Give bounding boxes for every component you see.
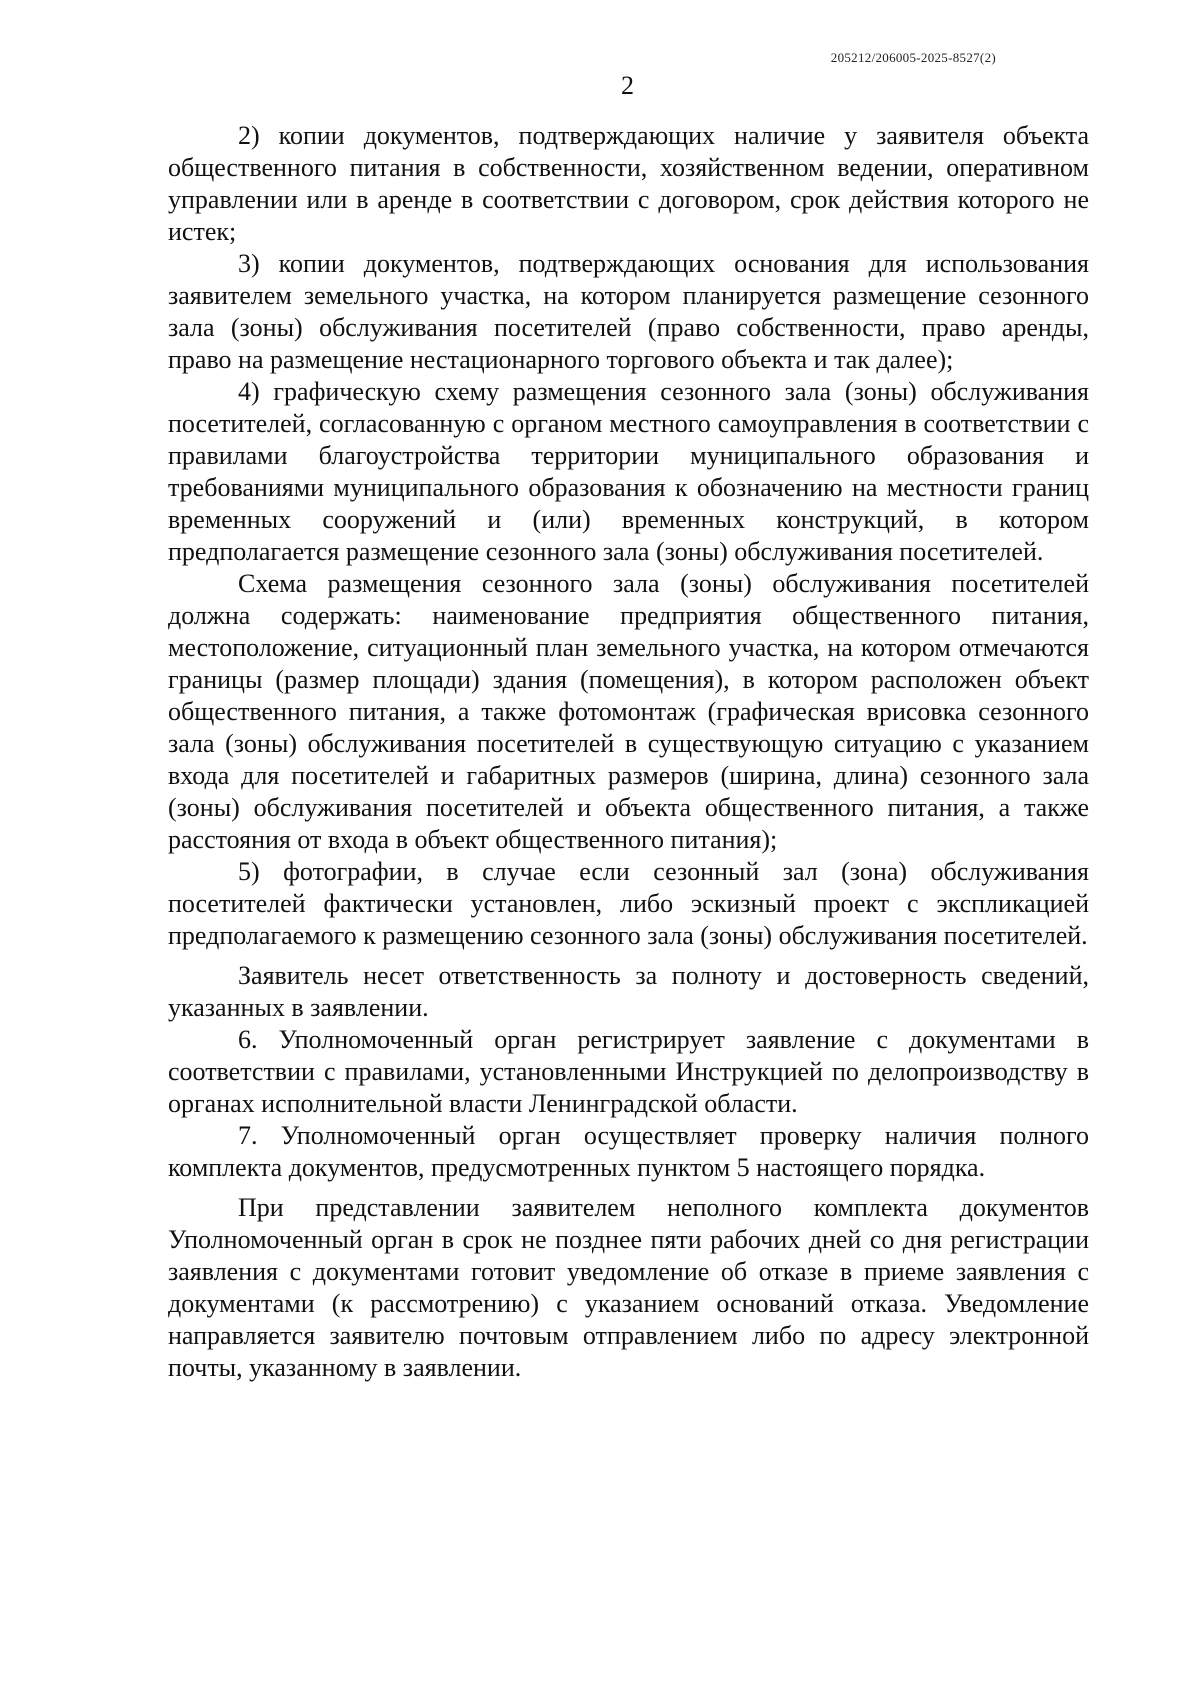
document-body: [168, 120, 1089, 1384]
paragraph-item-4-placement-scheme: 4) графическую схему размещения сезонного зала (зоны) обслуживания посетителей, согласованную с органом местного самоуправления в соответствии с правилами благоустройства территории муниципального образования и требованиями муниципального образования к обозначению на местности границ временных сооружений и (или) временных конструкций, в котором предполагается размещение сезонного зала (зоны) обслуживания посетителей.: [168, 377, 1089, 566]
page-number: 2: [621, 71, 634, 100]
paragraph-section-7-verification: 7. Уполномоченный орган осуществляет проверку наличия полного комплекта документов, предусмотренных пунктом 5 настоящего порядка.: [168, 1121, 1089, 1182]
paragraph-item-5-photographs: 5) фотографии, в случае если сезонный зал (зона) обслуживания посетителей фактически установлен, либо эскизный проект с экспликацией предполагаемого к размещению сезонного зала (зоны) обслуживания посетителей.: [168, 857, 1089, 950]
paragraph-item-3-land-use-documents: 3) копии документов, подтверждающих основания для использования заявителем земельного участка, на котором планируется размещение сезонного зала (зоны) обслуживания посетителей (право собственности, право аренды, право на размещение нестационарного торгового объекта и так далее);: [168, 249, 1089, 374]
paragraph-item-2-ownership-documents: 2) копии документов, подтверждающих наличие у заявителя объекта общественного питания в собственности, хозяйственном ведении, оперативном управлении или в аренде в соответствии с договором, срок действия которого не истек;: [168, 121, 1089, 246]
paragraph-section-6-registration: 6. Уполномоченный орган регистрирует заявление с документами в соответствии с правилами, установленными Инструкцией по делопроизводству в органах исполнительной власти Ленинградской области.: [168, 1025, 1089, 1118]
document-registration-number: 205212/206005-2025-8527(2): [830, 50, 996, 65]
paragraph-incomplete-documents-refusal: При представлении заявителем неполного комплекта документов Уполномоченный орган в срок не позднее пяти рабочих дней со дня регистрации заявления с документами готовит уведомление об отказе в приеме заявления с документами (к рассмотрению) с указанием оснований отказа. Уведомление направляется заявителю почтовым отправлением либо по адресу электронной почты, указанному в заявлении.: [168, 1193, 1089, 1382]
paragraph-scheme-contents: Схема размещения сезонного зала (зоны) обслуживания посетителей должна содержать: наименование предприятия общественного питания, местоположение, ситуационный план земельного участка, на котором отмечаются границы (размер площади) здания (помещения), в котором расположен объект общественного питания, а также фотомонтаж (графическая врисовка сезонного зала (зоны) обслуживания посетителей в существующую ситуацию с указанием входа для посетителей и габаритных размеров (ширина, длина) сезонного зала (зоны) обслуживания посетителей и объекта общественного питания, а также расстояния от входа в объект общественного питания);: [168, 569, 1089, 854]
paragraph-applicant-responsibility: Заявитель несет ответственность за полноту и достоверность сведений, указанных в заявлении.: [168, 961, 1089, 1022]
